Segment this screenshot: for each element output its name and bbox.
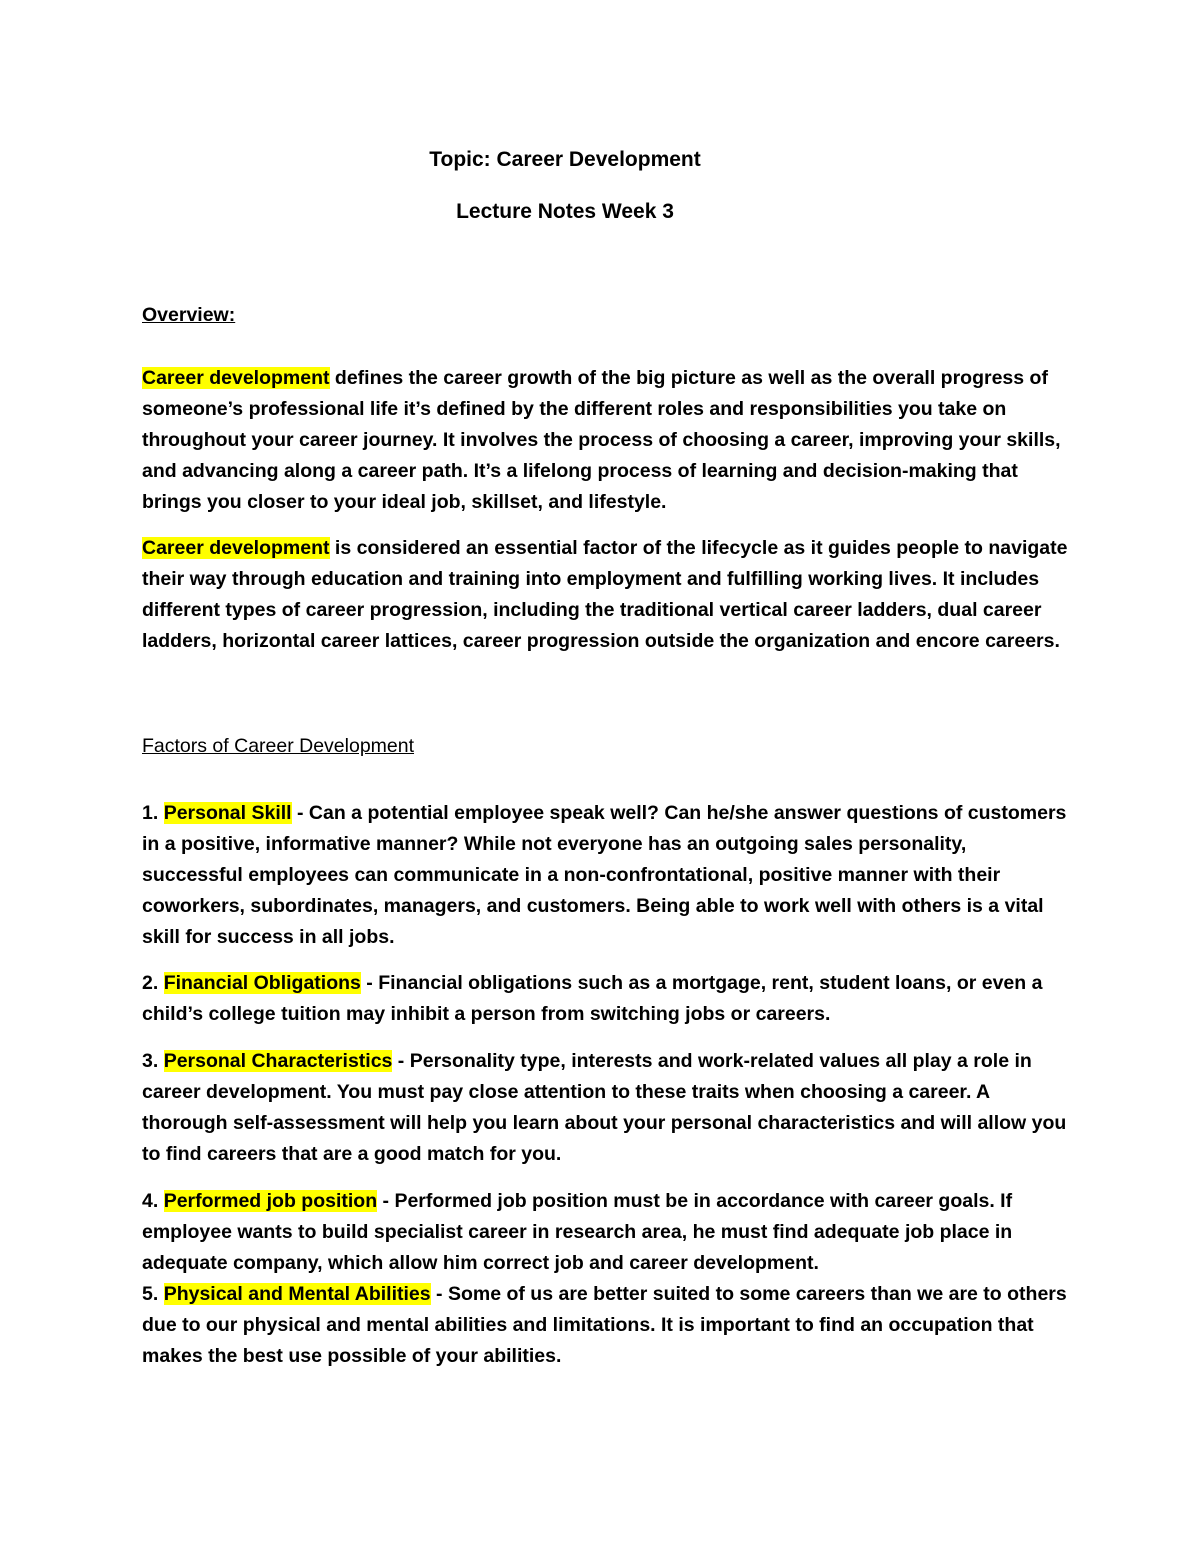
factor-number: 4. <box>142 1189 164 1212</box>
overview-heading: Overview: <box>142 304 236 326</box>
factor-number: 5. <box>142 1282 164 1305</box>
paragraph-text: is considered an essential factor of the lifecycle as it guides people to navigate their way through education and training into employment and fulfilling working lives. It includes different types of career progression, including the traditional vertical career ladders, dual career ladders, horizontal career lattices, career progression outside the organization and encore careers. <box>142 536 1068 652</box>
factor-text: - Can a potential employee speak well? Can he/she answer questions of customers in a positive, informative manner? While not everyone has an outgoing sales personality, successful employees can communicate in a non-confrontational, positive manner with their coworkers, subordinates, managers, and customers. Being able to work well with others is a vital skill for success in all jobs. <box>142 801 1067 948</box>
factor-item <box>142 1279 1072 1372</box>
document-title: Topic: Career Development <box>429 148 701 171</box>
factor-number: 2. <box>142 971 164 994</box>
factor-item <box>142 1046 1072 1170</box>
factor-number: 1. <box>142 801 164 824</box>
factor-text: - Some of us are better suited to some careers than we are to others due to our physical and mental abilities and limitations. It is important to find an occupation that makes the best use possible of your abilities. <box>142 1282 1067 1367</box>
highlighted-term: Career development <box>142 536 330 559</box>
factor-text: - Personality type, interests and work-related values all play a role in career development. You must pay close attention to these traits when choosing a career. A thorough self-assessment will help you learn about your personal characteristics and will allow you to find careers that are a good match for you. <box>142 1049 1067 1165</box>
overview-paragraph <box>142 533 1072 657</box>
highlighted-term: Career development <box>142 366 330 389</box>
highlighted-term: Physical and Mental Abilities <box>163 1282 431 1305</box>
factor-text: - Performed job position must be in accordance with career goals. If employee wants to build specialist career in research area, he must find adequate job place in adequate company, which allow him correct job and career development. <box>142 1189 1013 1274</box>
factor-text: - Financial obligations such as a mortgage, rent, student loans, or even a child’s college tuition may inhibit a person from switching jobs or careers. <box>142 971 1043 1025</box>
highlighted-term: Financial Obligations <box>163 971 361 994</box>
highlighted-term: Personal Skill <box>163 801 292 824</box>
paragraph-text: defines the career growth of the big picture as well as the overall progress of someone’s professional life it’s defined by the different roles and responsibilities you take on throughout your career journey. It involves the process of choosing a career, improving your skills, and advancing along a career path. It’s a lifelong process of learning and decision-making that brings you closer to your ideal job, skillset, and lifestyle. <box>142 366 1061 513</box>
document-subtitle: Lecture Notes Week 3 <box>456 200 674 223</box>
overview-paragraph <box>142 363 1072 518</box>
factor-item <box>142 968 1072 1030</box>
factor-item <box>142 798 1072 953</box>
factor-item <box>142 1186 1072 1279</box>
highlighted-term: Personal Characteristics <box>163 1049 393 1072</box>
highlighted-term: Performed job position <box>163 1189 378 1212</box>
factors-heading: Factors of Career Development <box>142 735 415 757</box>
factor-number: 3. <box>142 1049 164 1072</box>
